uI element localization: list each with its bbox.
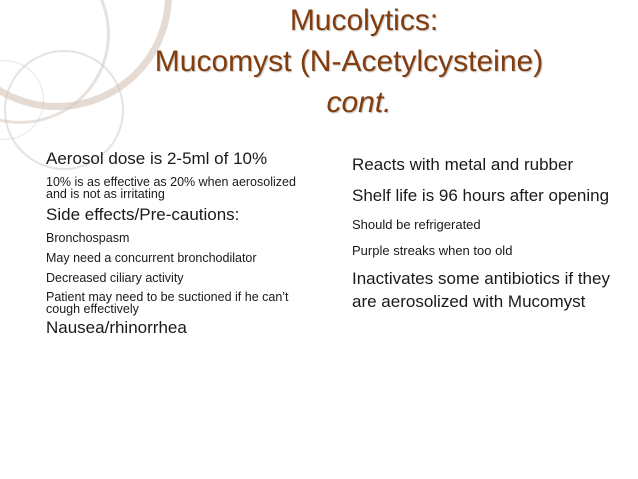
- bullet-aerosol-dose: Aerosol dose is 2-5ml of 10%: [46, 149, 268, 168]
- bullet-inactivates-antibiotics: Inactivates some antibiotics if they are aerosolized with Mucomyst: [352, 269, 610, 311]
- bullet-effectiveness: 10% is as effective as 20% when aerosolized and is not as irritating: [46, 175, 296, 201]
- bullet-bronchospasm: Bronchospasm: [46, 231, 130, 245]
- bullet-ciliary-activity: Decreased ciliary activity: [46, 271, 184, 285]
- bullet-refrigerated: Should be refrigerated: [352, 217, 481, 232]
- title-line-2: Mucomyst (N-Acetylcysteine): [154, 45, 544, 78]
- right-column: [352, 153, 612, 313]
- bullet-suction: Patient may need to be suctioned if he can’t cough effectively: [46, 290, 289, 316]
- bullet-purple-streaks: Purple streaks when too old: [352, 243, 513, 258]
- left-column: [46, 150, 306, 337]
- title-line-1: Mucolytics:: [289, 4, 439, 37]
- bullet-reacts-metal: Reacts with metal and rubber: [352, 155, 574, 174]
- bullet-side-effects-heading: Side effects/Pre-cautions:: [46, 205, 240, 224]
- bullet-bronchodilator: May need a concurrent bronchodilator: [46, 251, 257, 265]
- bullet-shelf-life: Shelf life is 96 hours after opening: [352, 186, 610, 205]
- title-line-3: cont.: [326, 86, 392, 119]
- bullet-nausea: Nausea/rhinorrhea: [46, 318, 187, 337]
